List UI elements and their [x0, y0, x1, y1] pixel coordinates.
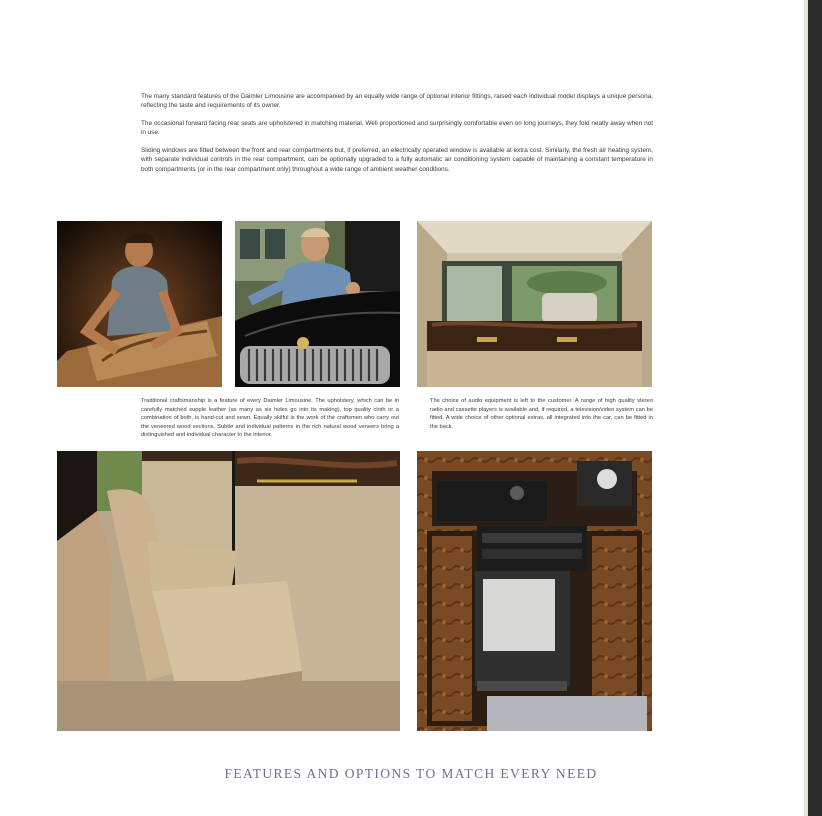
intro-text — [141, 92, 653, 183]
page-edge — [808, 0, 822, 816]
intro-paragraph: The many standard features of the Daimler Limousine are accompanied by an equally wide range of optional interior fittings, raised each individual model displays a unique persona, reflecting the taste and requirements of its owner. — [141, 93, 653, 110]
caption-audio: The choice of audio equipment is left to the customer. A range of high quality stereo radio and cassette players is available and, if required, a television/video system can be fitted. A wide choice of other optional extras, all integrated into the car, can be fitted in the back. — [430, 398, 653, 430]
intro-paragraph: The occasional forward facing rear seats are upholstered in matching material. Well proportioned and surprisingly comfortable even on long journeys, they fold neatly away when not in use. — [141, 120, 653, 137]
photo-bonnet-inspection — [235, 221, 400, 387]
intro-paragraph: Sliding windows are fitted between the front and rear compartments but, if preferred, an electrically operated window is available at extra cost. Similarly, the fresh air heating system, with separate individual controls in the rear compartment, can be optionally upgraded to a fully automatic air conditioning system capable of maintaining a constant temperature in both compartments (or in the rear compartment only) throughout a wide range of ambient weather conditions. — [141, 147, 653, 173]
photo-rear-partition — [417, 221, 652, 387]
caption-craftsmanship: Traditional craftsmanship is a feature of every Daimler Limousine. The upholstery, which can be in carefully matched supple leather (as many as six hides go into its making), top quality cloth or a combination of both, is hand-cut and sewn. Equally skilful is the work of the craftsmen who carry out the veneered wood sections. Subtle and individual patterns in the rich natural wood veneers bring a distinguished and individual character to the interior. — [141, 398, 399, 439]
photo-craftsman-workbench — [57, 221, 222, 387]
photo-audio-tv-cabinet — [417, 451, 652, 731]
photo-occasional-seats — [57, 451, 400, 731]
footer-title: FEATURES AND OPTIONS TO MATCH EVERY NEED — [224, 766, 598, 781]
